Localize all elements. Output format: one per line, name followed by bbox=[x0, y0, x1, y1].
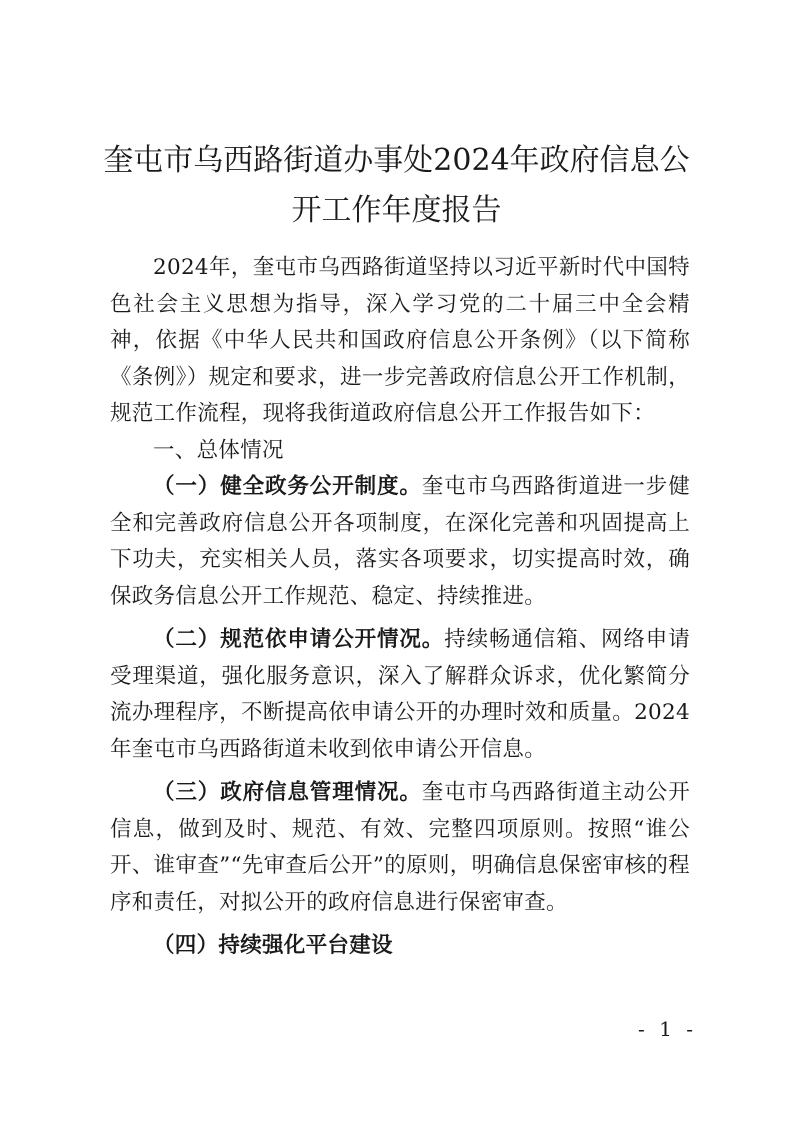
subsection-4-paragraph bbox=[110, 928, 690, 965]
subsection-1-title: （一）健全政务公开制度。 bbox=[153, 474, 422, 499]
title-line-1: 奎屯市乌西路街道办事处2024年政府信息公 bbox=[103, 143, 690, 178]
subsection-2-title: （二）规范依申请公开情况。 bbox=[153, 627, 445, 652]
subsection-1-text: 奎屯市乌西路街道进一步健全和完善政府信息公开各项制度，在深化完善和巩固提高上下功夫，充实相关人员，落实各项要求，切实提高时效，确保政务信息公开工作规范、稳定、持续推进。 bbox=[110, 474, 690, 609]
document-body bbox=[110, 250, 690, 965]
subsection-4-title: （四）持续强化平台建设 bbox=[153, 933, 393, 958]
section-1-heading: 一、总体情况 bbox=[153, 437, 284, 463]
subsection-2-text: 持续畅通信箱、网络申请受理渠道，强化服务意识，深入了解群众诉求，优化繁简分流办理程序，不断提高依申请公开的办理时效和质量。2024年奎屯市乌西路街道未收到依申请公开信息。 bbox=[110, 627, 690, 762]
title-line-2: 开工作年度报告 bbox=[291, 193, 502, 228]
intro-paragraph: 2024年，奎屯市乌西路街道坚持以习近平新时代中国特色社会主义思想为指导，深入学习党的二十届三中全会精神，依据《中华人民共和国政府信息公开条例》（以下简称《条例》）规定和要求，进一步完善政府信息公开工作机制，规范工作流程，现将我街道政府信息公开工作报告如下： bbox=[110, 255, 690, 426]
subsection-1-paragraph bbox=[110, 469, 690, 615]
subsection-2-paragraph bbox=[110, 622, 690, 768]
subsection-3-title: （三）政府信息管理情况。 bbox=[153, 780, 422, 805]
subsection-3-paragraph bbox=[110, 775, 690, 921]
page-title bbox=[60, 136, 733, 236]
page-number: - 1 - bbox=[638, 1017, 697, 1041]
subsection-3-text: 奎屯市乌西路街道主动公开信息，做到及时、规范、有效、完整四项原则。按照“谁公开、谁审查”“先审查后公开”的原则，明确信息保密审核的程序和责任，对拟公开的政府信息进行保密审查。 bbox=[110, 780, 690, 915]
